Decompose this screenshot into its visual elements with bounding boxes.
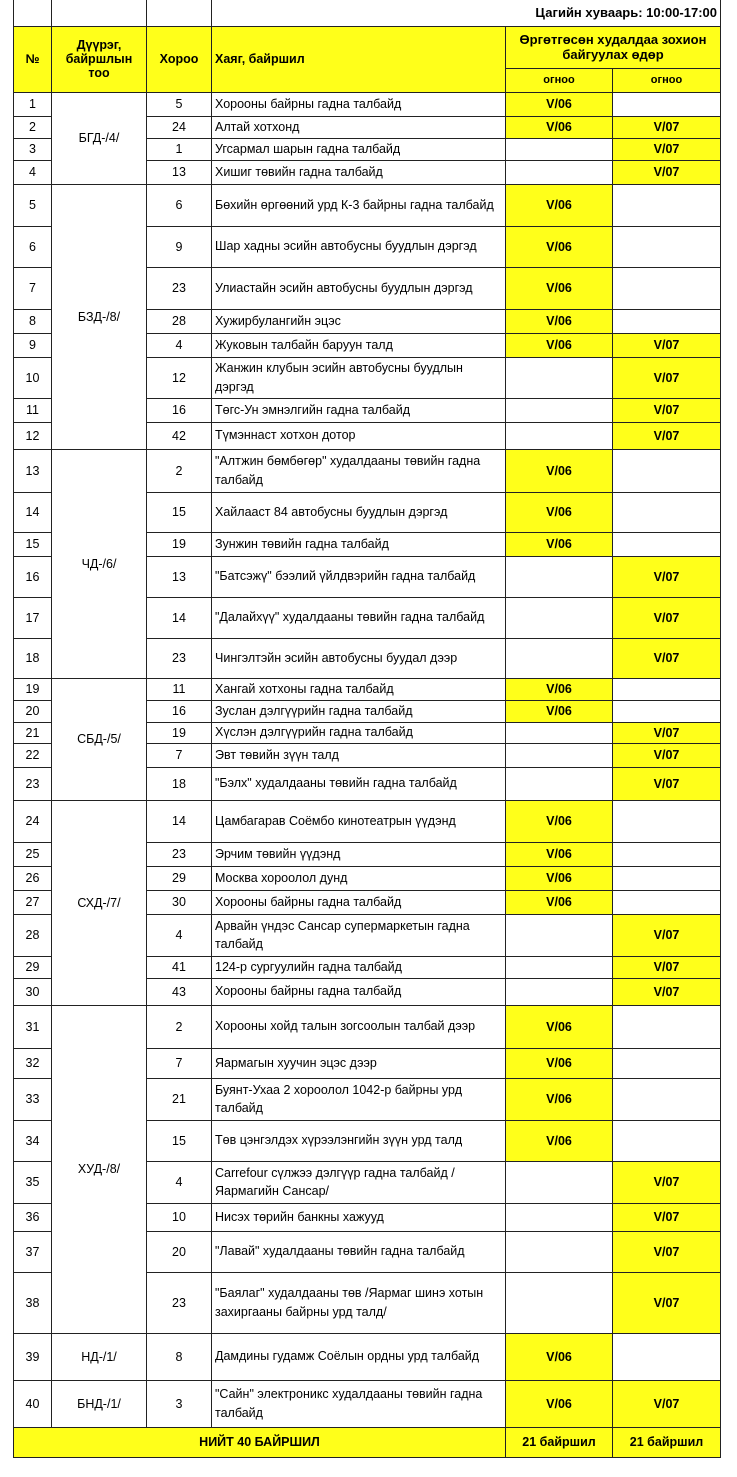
- date-1-cell: V/06: [506, 92, 613, 116]
- row-number: 22: [14, 743, 52, 767]
- date-2-cell: V/07: [613, 597, 721, 638]
- row-number: 37: [14, 1231, 52, 1272]
- address-cell: Carrefour сүлжээ дэлгүүр гадна талбайд / Яармагийн Сансар/: [212, 1161, 506, 1203]
- row-number: 8: [14, 309, 52, 333]
- khoroo-cell: 15: [147, 1120, 212, 1161]
- date-2-cell: V/07: [613, 116, 721, 138]
- date-1-cell: V/06: [506, 890, 613, 914]
- address-cell: Хорооны байрны гадна талбайд: [212, 92, 506, 116]
- khoroo-cell: 19: [147, 532, 212, 556]
- table-row: [14, 678, 721, 700]
- total-count-2: 21 байршил: [613, 1427, 721, 1457]
- address-cell: Бөхийн өргөөний урд К-3 байрны гадна талбайд: [212, 184, 506, 226]
- date-2-cell: V/07: [613, 357, 721, 398]
- khoroo-cell: 8: [147, 1333, 212, 1380]
- date-2-cell: V/07: [613, 1231, 721, 1272]
- date-1-cell: V/06: [506, 226, 613, 267]
- row-number: 3: [14, 138, 52, 160]
- address-cell: Хужирбулангийн эцэс: [212, 309, 506, 333]
- khoroo-cell: 14: [147, 800, 212, 842]
- row-number: 28: [14, 914, 52, 956]
- row-number: 21: [14, 722, 52, 743]
- date-1-cell: V/06: [506, 1078, 613, 1120]
- address-cell: Зуслан дэлгүүрийн гадна талбайд: [212, 700, 506, 722]
- address-cell: 124-р сургуулийн гадна талбайд: [212, 956, 506, 978]
- row-number: 1: [14, 92, 52, 116]
- date-2-cell: V/07: [613, 422, 721, 449]
- date-1-cell: [506, 767, 613, 800]
- district-cell: БЗД-/8/: [52, 184, 147, 449]
- date-2-cell: [613, 184, 721, 226]
- khoroo-cell: 4: [147, 914, 212, 956]
- date-2-cell: V/07: [613, 978, 721, 1005]
- address-cell: Угсармал шарын гадна талбайд: [212, 138, 506, 160]
- row-number: 19: [14, 678, 52, 700]
- khoroo-cell: 23: [147, 267, 212, 309]
- table-row: [14, 449, 721, 492]
- address-cell: "Далайхүү" худалдааны төвийн гадна талбайд: [212, 597, 506, 638]
- row-number: 26: [14, 866, 52, 890]
- address-cell: Яармагын хуучин эцэс дээр: [212, 1048, 506, 1078]
- row-number: 29: [14, 956, 52, 978]
- address-cell: Хорооны байрны гадна талбайд: [212, 978, 506, 1005]
- row-number: 32: [14, 1048, 52, 1078]
- date-1-cell: [506, 914, 613, 956]
- date-1-cell: [506, 357, 613, 398]
- khoroo-cell: 20: [147, 1231, 212, 1272]
- address-cell: Хүслэн дэлгүүрийн гадна талбайд: [212, 722, 506, 743]
- khoroo-cell: 16: [147, 398, 212, 422]
- date-2-cell: V/07: [613, 160, 721, 184]
- date-1-cell: V/06: [506, 267, 613, 309]
- address-cell: Алтай хотхонд: [212, 116, 506, 138]
- date-2-cell: [613, 800, 721, 842]
- row-number: 17: [14, 597, 52, 638]
- date-1-cell: V/06: [506, 184, 613, 226]
- date-1-cell: [506, 743, 613, 767]
- date-1-cell: [506, 978, 613, 1005]
- date-1-cell: V/06: [506, 116, 613, 138]
- address-cell: Төгс-Ун эмнэлгийн гадна талбайд: [212, 398, 506, 422]
- date-1-cell: [506, 160, 613, 184]
- date-2-cell: V/07: [613, 722, 721, 743]
- row-number: 35: [14, 1161, 52, 1203]
- khoroo-cell: 29: [147, 866, 212, 890]
- khoroo-cell: 6: [147, 184, 212, 226]
- row-number: 39: [14, 1333, 52, 1380]
- address-cell: Жуковын талбайн баруун талд: [212, 333, 506, 357]
- date-1-cell: [506, 1231, 613, 1272]
- date-2-cell: V/07: [613, 914, 721, 956]
- row-number: 25: [14, 842, 52, 866]
- khoroo-cell: 23: [147, 638, 212, 678]
- address-cell: Шар хадны эсийн автобусны буудлын дэргэд: [212, 226, 506, 267]
- address-cell: Хорооны хойд талын зогсоолын талбай дээр: [212, 1005, 506, 1048]
- date-1-cell: V/06: [506, 678, 613, 700]
- address-cell: Чингэлтэйн эсийн автобусны буудал дээр: [212, 638, 506, 678]
- khoroo-cell: 7: [147, 743, 212, 767]
- table-row: [14, 92, 721, 116]
- date-1-cell: [506, 956, 613, 978]
- khoroo-cell: 43: [147, 978, 212, 1005]
- date-1-cell: V/06: [506, 866, 613, 890]
- khoroo-cell: 23: [147, 1272, 212, 1333]
- row-number: 4: [14, 160, 52, 184]
- date-1-cell: [506, 398, 613, 422]
- table-row: [14, 1333, 721, 1380]
- date-1-cell: [506, 597, 613, 638]
- row-number: 11: [14, 398, 52, 422]
- khoroo-cell: 19: [147, 722, 212, 743]
- row-number: 27: [14, 890, 52, 914]
- date-1-cell: [506, 1272, 613, 1333]
- total-count-1: 21 байршил: [506, 1427, 613, 1457]
- row-number: 18: [14, 638, 52, 678]
- khoroo-cell: 30: [147, 890, 212, 914]
- date-1-cell: [506, 638, 613, 678]
- date-1-cell: V/06: [506, 449, 613, 492]
- date-2-cell: [613, 267, 721, 309]
- khoroo-cell: 2: [147, 449, 212, 492]
- address-cell: Эрчим төвийн үүдэнд: [212, 842, 506, 866]
- khoroo-cell: 21: [147, 1078, 212, 1120]
- date-2-cell: [613, 1078, 721, 1120]
- date-1-cell: V/06: [506, 333, 613, 357]
- khoroo-cell: 18: [147, 767, 212, 800]
- address-cell: Жанжин клубын эсийн автобусны буудлын дэргэд: [212, 357, 506, 398]
- row-number: 23: [14, 767, 52, 800]
- row-number: 24: [14, 800, 52, 842]
- date-2-cell: [613, 1005, 721, 1048]
- address-cell: Хорооны байрны гадна талбайд: [212, 890, 506, 914]
- date-1-cell: [506, 722, 613, 743]
- address-cell: Улиастайн эсийн автобусны буудлын дэргэд: [212, 267, 506, 309]
- date-1-cell: [506, 1203, 613, 1231]
- header-date-1: огноо: [506, 68, 613, 92]
- khoroo-cell: 13: [147, 556, 212, 597]
- date-1-cell: [506, 138, 613, 160]
- date-2-cell: [613, 678, 721, 700]
- district-cell: НД-/1/: [52, 1333, 147, 1380]
- row-number: 12: [14, 422, 52, 449]
- row-number: 14: [14, 492, 52, 532]
- row-number: 15: [14, 532, 52, 556]
- header-date-2: огноо: [613, 68, 721, 92]
- date-2-cell: V/07: [613, 1272, 721, 1333]
- khoroo-cell: 1: [147, 138, 212, 160]
- date-1-cell: V/06: [506, 842, 613, 866]
- date-1-cell: V/06: [506, 1005, 613, 1048]
- row-number: 30: [14, 978, 52, 1005]
- address-cell: Түмэннаст хотхон дотор: [212, 422, 506, 449]
- khoroo-cell: 16: [147, 700, 212, 722]
- address-cell: Зунжин төвийн гадна талбайд: [212, 532, 506, 556]
- date-2-cell: [613, 1120, 721, 1161]
- row-number: 10: [14, 357, 52, 398]
- district-cell: БНД-/1/: [52, 1380, 147, 1427]
- row-number: 9: [14, 333, 52, 357]
- total-label: НИЙТ 40 БАЙРШИЛ: [14, 1427, 506, 1457]
- address-cell: "Сайн" электроникс худалдааны төвийн гадна талбайд: [212, 1380, 506, 1427]
- district-cell: СХД-/7/: [52, 800, 147, 1005]
- khoroo-cell: 9: [147, 226, 212, 267]
- khoroo-cell: 7: [147, 1048, 212, 1078]
- address-cell: Буянт-Ухаа 2 хороолол 1042-р байрны урд талбайд: [212, 1078, 506, 1120]
- date-2-cell: V/07: [613, 1380, 721, 1427]
- header-number: №: [14, 26, 52, 92]
- table-row: [14, 800, 721, 842]
- date-2-cell: [613, 1048, 721, 1078]
- table-row: [14, 1005, 721, 1048]
- khoroo-cell: 4: [147, 1161, 212, 1203]
- date-1-cell: [506, 422, 613, 449]
- date-2-cell: V/07: [613, 1161, 721, 1203]
- district-cell: ХУД-/8/: [52, 1005, 147, 1333]
- khoroo-cell: 13: [147, 160, 212, 184]
- khoroo-cell: 42: [147, 422, 212, 449]
- khoroo-cell: 41: [147, 956, 212, 978]
- row-number: 36: [14, 1203, 52, 1231]
- date-2-cell: V/07: [613, 138, 721, 160]
- date-2-cell: [613, 492, 721, 532]
- date-2-cell: [613, 866, 721, 890]
- schedule-table: [13, 0, 721, 1458]
- address-cell: Дамдины гудамж Соёлын ордны урд талбайд: [212, 1333, 506, 1380]
- khoroo-cell: 2: [147, 1005, 212, 1048]
- row-number: 31: [14, 1005, 52, 1048]
- date-1-cell: V/06: [506, 492, 613, 532]
- date-2-cell: [613, 1333, 721, 1380]
- date-2-cell: [613, 532, 721, 556]
- date-1-cell: V/06: [506, 1048, 613, 1078]
- row-number: 33: [14, 1078, 52, 1120]
- district-cell: СБД-/5/: [52, 678, 147, 800]
- header-address: Хаяг, байршил: [212, 26, 506, 92]
- khoroo-cell: 15: [147, 492, 212, 532]
- row-number: 38: [14, 1272, 52, 1333]
- district-cell: ЧД-/6/: [52, 449, 147, 678]
- date-2-cell: V/07: [613, 743, 721, 767]
- date-2-cell: V/07: [613, 333, 721, 357]
- address-cell: "Баялаг" худалдааны төв /Яармаг шинэ хотын захиргааны байрны урд талд/: [212, 1272, 506, 1333]
- khoroo-cell: 10: [147, 1203, 212, 1231]
- row-number: 34: [14, 1120, 52, 1161]
- row-number: 5: [14, 184, 52, 226]
- khoroo-cell: 11: [147, 678, 212, 700]
- date-1-cell: V/06: [506, 1120, 613, 1161]
- address-cell: Төв цэнгэлдэх хүрээлэнгийн зүүн урд талд: [212, 1120, 506, 1161]
- date-1-cell: V/06: [506, 532, 613, 556]
- row-number: 6: [14, 226, 52, 267]
- khoroo-cell: 28: [147, 309, 212, 333]
- date-1-cell: V/06: [506, 1380, 613, 1427]
- total-row: [14, 1427, 721, 1457]
- schedule-time: Цагийн хуваарь: 10:00-17:00: [212, 0, 721, 26]
- row-number: 16: [14, 556, 52, 597]
- address-cell: Нисэх төрийн банкны хажууд: [212, 1203, 506, 1231]
- date-2-cell: [613, 700, 721, 722]
- date-2-cell: [613, 92, 721, 116]
- district-cell: БГД-/4/: [52, 92, 147, 184]
- date-1-cell: V/06: [506, 309, 613, 333]
- date-1-cell: [506, 1161, 613, 1203]
- date-2-cell: V/07: [613, 638, 721, 678]
- header-district: Дүүрэг, байршлын тоо: [52, 26, 147, 92]
- date-1-cell: V/06: [506, 700, 613, 722]
- row-number: 2: [14, 116, 52, 138]
- khoroo-cell: 4: [147, 333, 212, 357]
- khoroo-cell: 3: [147, 1380, 212, 1427]
- header-days-group: Өргөтгөсөн худалдаа зохион байгуулах өдөр: [506, 26, 721, 68]
- row-number: 7: [14, 267, 52, 309]
- address-cell: Арвайн үндэс Сансар супермаркетын гадна талбайд: [212, 914, 506, 956]
- address-cell: "Батсэжү" бээлий үйлдвэрийн гадна талбайд: [212, 556, 506, 597]
- address-cell: Москва хороолол дунд: [212, 866, 506, 890]
- khoroo-cell: 24: [147, 116, 212, 138]
- date-2-cell: [613, 226, 721, 267]
- date-2-cell: [613, 309, 721, 333]
- date-2-cell: V/07: [613, 956, 721, 978]
- khoroo-cell: 14: [147, 597, 212, 638]
- khoroo-cell: 5: [147, 92, 212, 116]
- date-2-cell: [613, 842, 721, 866]
- row-number: 20: [14, 700, 52, 722]
- address-cell: Хангай хотхоны гадна талбайд: [212, 678, 506, 700]
- address-cell: "Лавай" худалдааны төвийн гадна талбайд: [212, 1231, 506, 1272]
- date-2-cell: V/07: [613, 556, 721, 597]
- table-row: [14, 184, 721, 226]
- khoroo-cell: 23: [147, 842, 212, 866]
- date-2-cell: [613, 449, 721, 492]
- date-1-cell: [506, 556, 613, 597]
- khoroo-cell: 12: [147, 357, 212, 398]
- address-cell: Эвт төвийн зүүн талд: [212, 743, 506, 767]
- address-cell: Хишиг төвийн гадна талбайд: [212, 160, 506, 184]
- row-number: 40: [14, 1380, 52, 1427]
- header-khoroo: Хороо: [147, 26, 212, 92]
- address-cell: Хайлааст 84 автобусны буудлын дэргэд: [212, 492, 506, 532]
- date-1-cell: V/06: [506, 800, 613, 842]
- date-2-cell: [613, 890, 721, 914]
- date-2-cell: V/07: [613, 398, 721, 422]
- address-cell: "Алтжин бөмбөгөр" худалдааны төвийн гадна талбайд: [212, 449, 506, 492]
- address-cell: Цамбагарав Соёмбо кинотеатрын үүдэнд: [212, 800, 506, 842]
- address-cell: "Бэлх" худалдааны төвийн гадна талбайд: [212, 767, 506, 800]
- date-2-cell: V/07: [613, 1203, 721, 1231]
- date-2-cell: V/07: [613, 767, 721, 800]
- row-number: 13: [14, 449, 52, 492]
- date-1-cell: V/06: [506, 1333, 613, 1380]
- table-row: [14, 1380, 721, 1427]
